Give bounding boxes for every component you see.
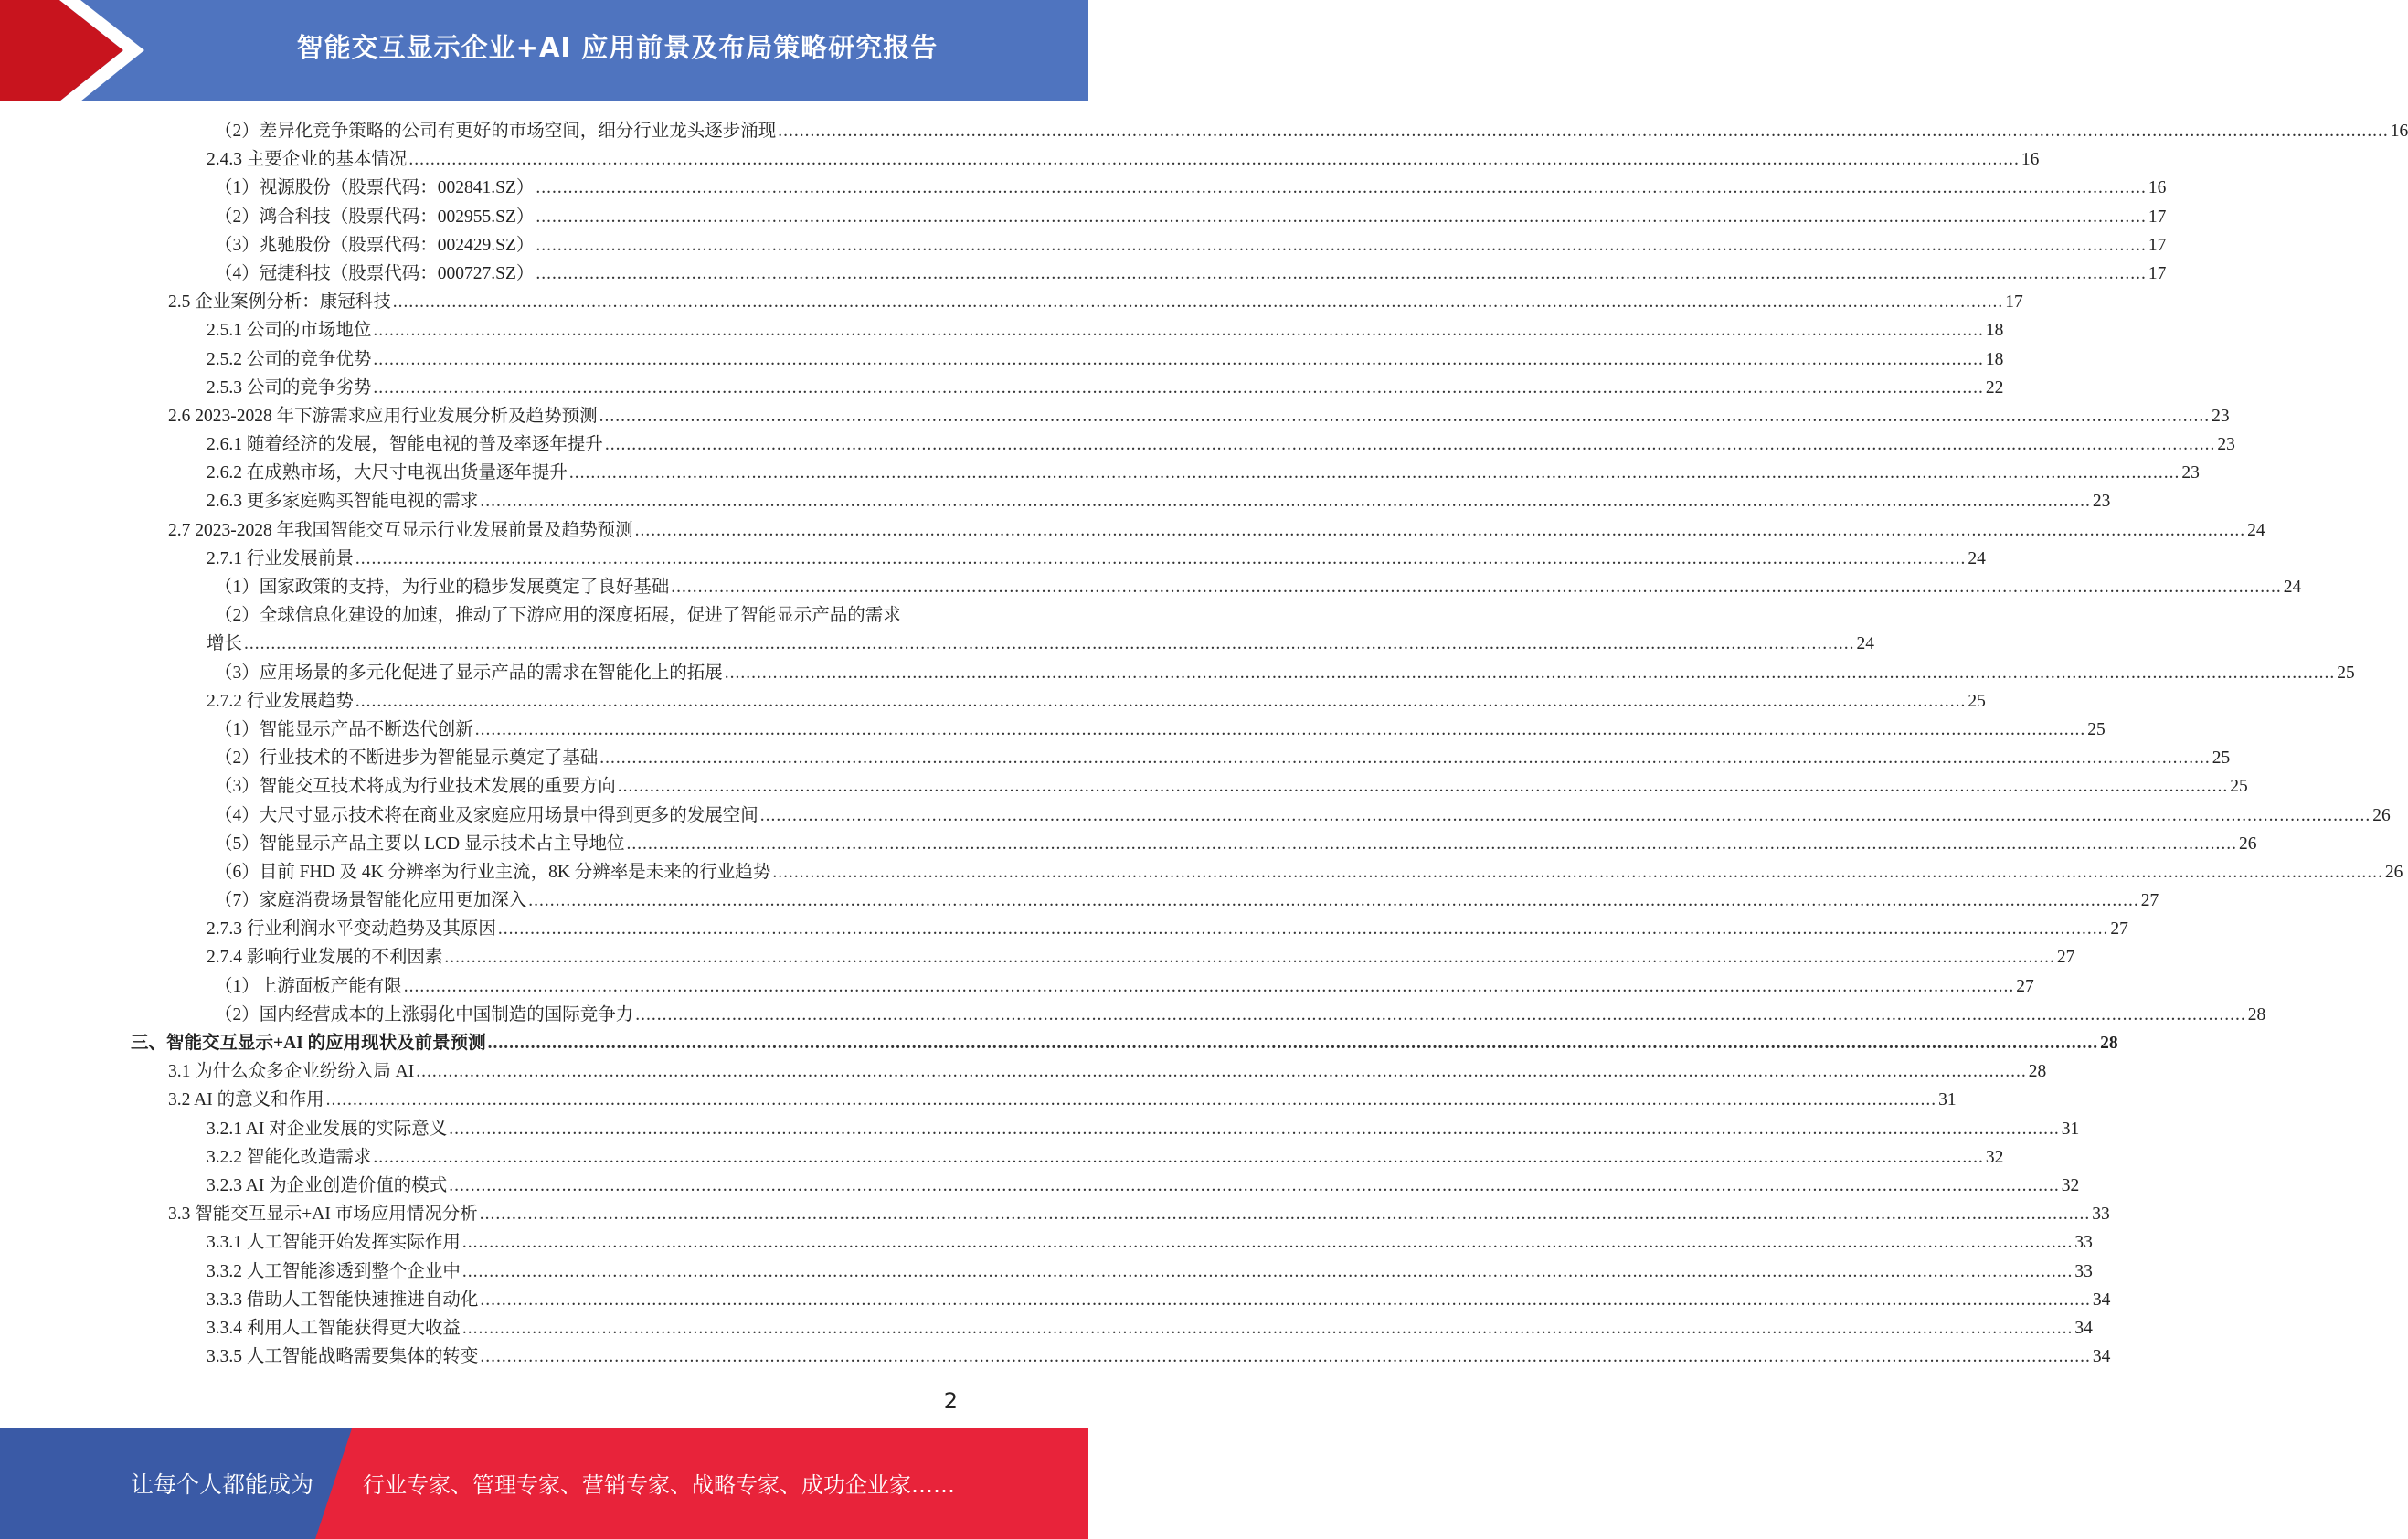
toc-dot-leader: ............................................................................................................................................................................................................................................................................................................ — [487, 1034, 2099, 1053]
toc-entry-page: 33 — [2092, 1205, 2110, 1225]
toc-entry[interactable] — [0, 545, 1986, 573]
toc-entry-page: 25 — [2337, 663, 2355, 683]
toc-dot-leader: ............................................................................................................................................................................................................................................................................................................ — [635, 1004, 2246, 1024]
toc-entry[interactable] — [0, 288, 2023, 316]
toc-entry[interactable] — [0, 516, 2265, 545]
toc-entry[interactable] — [0, 1228, 2093, 1257]
toc-entry-label: （4）冠捷科技（股票代码：000727.SZ） — [215, 263, 535, 283]
toc-entry[interactable] — [0, 744, 2231, 772]
toc-entry-page: 34 — [2074, 1318, 2093, 1338]
toc-dot-leader: ............................................................................................................................................................................................................................................................................................................ — [497, 919, 2109, 939]
footer-slogan-left: 让每个人都能成为 — [131, 1471, 314, 1498]
toc-entry[interactable] — [0, 830, 2257, 858]
toc-entry-page: 24 — [2247, 520, 2265, 540]
report-title: 智能交互显示企业+AI 应用前景及布局策略研究报告 — [296, 32, 939, 63]
toc-dot-leader: ............................................................................................................................................................................................................................................................................................................ — [724, 663, 2336, 683]
toc-entry-page: 26 — [2384, 862, 2403, 882]
toc-entry-page: 17 — [2005, 292, 2023, 313]
toc-entry-page: 33 — [2074, 1261, 2093, 1281]
toc-dot-leader: ............................................................................................................................................................................................................................................................................................................ — [461, 1233, 2074, 1253]
toc-dot-leader: ............................................................................................................................................................................................................................................................................................................ — [536, 207, 2147, 227]
toc-entry-page: 33 — [2074, 1233, 2093, 1253]
toc-dot-leader: ............................................................................................................................................................................................................................................................................................................ — [568, 463, 2180, 483]
toc-entry-label: （1）上游面板产能有限 — [215, 976, 402, 996]
toc-dot-leader: ............................................................................................................................................................................................................................................................................................................ — [626, 833, 2238, 854]
toc-entry-page: 26 — [2372, 805, 2391, 825]
toc-entry-label: （2）全球信息化建设的加速，推动了下游应用的深度拓展，促进了智能显示产品的需求 — [215, 606, 901, 626]
toc-entry[interactable] — [0, 573, 2302, 601]
toc-entry-label: （1）智能显示产品不断迭代创新 — [215, 719, 473, 739]
toc-entry[interactable] — [0, 1343, 2111, 1371]
toc-entry-label: （4）大尺寸显示技术将在商业及家庭应用场景中得到更多的发展空间 — [215, 805, 758, 825]
toc-entry[interactable] — [0, 659, 2355, 687]
toc-entry-page: 17 — [2148, 207, 2167, 227]
toc-dot-leader: ............................................................................................................................................................................................................................................................................................................ — [480, 1347, 2091, 1367]
toc-entry-page: 23 — [2217, 435, 2235, 455]
toc-entry-label: （2）国内经营成本的上涨弱化中国制造的国际竞争力 — [215, 1004, 634, 1024]
toc-entry[interactable] — [0, 145, 2040, 174]
toc-entry-page: 23 — [2181, 463, 2200, 483]
toc-dot-leader: ............................................................................................................................................................................................................................................................................................................ — [480, 1290, 2091, 1310]
toc-entry-page: 32 — [2061, 1175, 2080, 1195]
toc-entry[interactable] — [0, 716, 2106, 744]
toc-entry[interactable] — [0, 601, 1088, 630]
toc-entry-page: 16 — [2390, 122, 2408, 141]
toc-entry-page: 25 — [2212, 748, 2231, 769]
toc-entry[interactable] — [0, 1200, 2110, 1228]
table-of-contents — [0, 117, 2408, 1371]
toc-entry-label: （7）家庭消费场景智能化应用更加深入 — [215, 891, 527, 911]
toc-entry-label: （3）智能交互技术将成为行业技术发展的重要方向 — [215, 777, 616, 797]
toc-entry-label: 三、智能交互显示+AI 的应用现状及前景预测 — [131, 1034, 486, 1053]
toc-entry[interactable] — [0, 972, 2034, 1001]
toc-entry-label: 3.3.5 人工智能战略需要集体的转变 — [207, 1347, 479, 1367]
toc-dot-leader: ............................................................................................................................................................................................................................................................................................................ — [373, 377, 1984, 398]
toc-entry[interactable] — [0, 858, 2403, 886]
toc-entry-page: 27 — [2016, 976, 2034, 996]
report-header — [0, 0, 1088, 101]
toc-dot-leader: ............................................................................................................................................................................................................................................................................................................ — [599, 406, 2211, 426]
toc-entry-page: 17 — [2148, 235, 2167, 255]
toc-entry-page: 24 — [1968, 548, 1986, 568]
toc-dot-leader: ............................................................................................................................................................................................................................................................................................................ — [392, 292, 2004, 313]
toc-entry-page: 24 — [1856, 634, 1875, 654]
toc-dot-leader: ............................................................................................................................................................................................................................................................................................................ — [373, 1147, 1984, 1167]
toc-dot-leader: ............................................................................................................................................................................................................................................................................................................ — [416, 1062, 2027, 1082]
toc-dot-leader: ............................................................................................................................................................................................................................................................................................................ — [480, 492, 2091, 512]
toc-dot-leader: ............................................................................................................................................................................................................................................................................................................ — [599, 748, 2211, 769]
toc-entry[interactable] — [0, 117, 2408, 145]
toc-entry-page: 31 — [2061, 1119, 2080, 1139]
toc-entry[interactable] — [0, 772, 2248, 801]
toc-dot-leader: ............................................................................................................................................................................................................................................................................................................ — [536, 178, 2147, 198]
toc-entry-page: 17 — [2148, 263, 2167, 283]
toc-entry-label: 2.7.4 影响行业发展的不利因素 — [207, 948, 443, 968]
toc-entry[interactable] — [0, 1172, 2080, 1200]
toc-entry-label: （3）应用场景的多元化促进了显示产品的需求在智能化上的拓展 — [215, 663, 723, 683]
toc-dot-leader: ............................................................................................................................................................................................................................................................................................................ — [449, 1119, 2060, 1139]
toc-entry-label: 3.3.2 人工智能渗透到整个企业中 — [207, 1261, 461, 1281]
toc-entry-label: 2.7 2023-2028 年我国智能交互显示行业发展前景及趋势预测 — [168, 520, 633, 540]
toc-entry[interactable] — [0, 1314, 2093, 1343]
toc-dot-leader: ............................................................................................................................................................................................................................................................................................................ — [373, 349, 1984, 369]
toc-dot-leader: ............................................................................................................................................................................................................................................................................................................ — [444, 948, 2055, 968]
toc-entry-label: 2.6 2023-2028 年下游需求应用行业发展分析及趋势预测 — [168, 406, 598, 426]
toc-entry-page: 18 — [1985, 349, 2004, 369]
toc-entry[interactable] — [0, 915, 2128, 943]
page-footer — [0, 1428, 1088, 1539]
toc-entry-label: 2.7.2 行业发展趋势 — [207, 691, 354, 711]
toc-entry-page: 31 — [1938, 1090, 1957, 1110]
toc-entry[interactable] — [0, 459, 2200, 487]
toc-entry-page: 28 — [2100, 1034, 2118, 1053]
toc-entry[interactable] — [0, 1286, 2111, 1314]
toc-entry[interactable] — [0, 374, 2004, 402]
toc-entry-label: 3.2.3 AI 为企业创造价值的模式 — [207, 1175, 448, 1195]
toc-entry-label: 3.3 智能交互显示+AI 市场应用情况分析 — [168, 1205, 478, 1225]
toc-entry-label: （3）兆驰股份（股票代码：002429.SZ） — [215, 235, 535, 255]
toc-entry[interactable] — [0, 430, 2235, 459]
toc-entry[interactable] — [0, 345, 2004, 374]
toc-entry-page: 25 — [2230, 777, 2248, 797]
toc-dot-leader: ............................................................................................................................................................................................................................................................................................................ — [355, 691, 1967, 711]
toc-dot-leader: ............................................................................................................................................................................................................................................................................................................ — [449, 1175, 2060, 1195]
toc-dot-leader: ............................................................................................................................................................................................................................................................................................................ — [461, 1261, 2074, 1281]
toc-entry-label: 3.2 AI 的意义和作用 — [168, 1090, 324, 1110]
toc-entry-page: 22 — [1985, 377, 2004, 398]
toc-entry-label: （6）目前 FHD 及 4K 分辨率为行业主流，8K 分辨率是未来的行业趋势 — [215, 862, 771, 882]
toc-entry-page: 16 — [2148, 178, 2167, 198]
toc-entry[interactable] — [0, 1143, 2004, 1172]
toc-entry-label: 3.3.1 人工智能开始发挥实际作用 — [207, 1233, 461, 1253]
toc-entry[interactable] — [0, 1258, 2093, 1286]
toc-entry-label: 2.5 企业案例分析：康冠科技 — [168, 292, 391, 313]
toc-dot-leader: ............................................................................................................................................................................................................................................................................................................ — [634, 520, 2246, 540]
toc-dot-leader: ............................................................................................................................................................................................................................................................................................................ — [536, 235, 2147, 255]
toc-entry-label: 增长 — [207, 634, 243, 654]
toc-entry[interactable] — [0, 487, 2111, 515]
toc-entry-label: （1）视源股份（股票代码：002841.SZ） — [215, 178, 535, 198]
toc-dot-leader: ............................................................................................................................................................................................................................................................................................................ — [778, 122, 2389, 141]
toc-entry-label: 3.3.4 利用人工智能获得更大收益 — [207, 1318, 461, 1338]
toc-dot-leader: ............................................................................................................................................................................................................................................................................................................ — [355, 548, 1967, 568]
toc-dot-leader: ............................................................................................................................................................................................................................................................................................................ — [474, 719, 2086, 739]
toc-entry[interactable] — [0, 801, 2391, 830]
toc-entry-page: 23 — [2092, 492, 2111, 512]
toc-entry[interactable] — [0, 316, 2004, 345]
toc-dot-leader: ............................................................................................................................................................................................................................................................................................................ — [408, 150, 2020, 170]
toc-entry-page: 34 — [2092, 1290, 2111, 1310]
toc-entry[interactable] — [0, 630, 1875, 658]
toc-entry-label: （1）国家政策的支持，为行业的稳步发展奠定了良好基础 — [215, 578, 670, 597]
toc-entry-label: （2）鸿合科技（股票代码：002955.SZ） — [215, 207, 535, 227]
toc-dot-leader: ............................................................................................................................................................................................................................................................................................................ — [373, 321, 1984, 341]
toc-dot-leader: ............................................................................................................................................................................................................................................................................................................ — [671, 578, 2282, 597]
toc-entry-page: 26 — [2239, 833, 2257, 854]
toc-entry-page: 23 — [2212, 406, 2230, 426]
toc-entry-label: 2.4.3 主要企业的基本情况 — [207, 150, 408, 170]
toc-entry-page: 27 — [2140, 891, 2159, 911]
toc-entry-page: 18 — [1985, 321, 2004, 341]
toc-entry[interactable] — [0, 1086, 1957, 1114]
toc-entry[interactable] — [0, 687, 1986, 716]
toc-entry-page: 28 — [2028, 1062, 2047, 1082]
toc-entry-label: （2）差异化竞争策略的公司有更好的市场空间，细分行业龙头逐步涌现 — [215, 122, 777, 141]
toc-entry-page: 28 — [2247, 1004, 2266, 1024]
toc-entry[interactable] — [0, 1001, 2266, 1029]
toc-dot-leader: ............................................................................................................................................................................................................................................................................................................ — [528, 891, 2139, 911]
toc-entry[interactable] — [0, 231, 2167, 260]
toc-entry-label: 2.7.3 行业利润水平变动趋势及其原因 — [207, 919, 496, 939]
toc-entry-label: 2.5.3 公司的竞争劣势 — [207, 377, 372, 398]
toc-entry-label: 3.1 为什么众多企业纷纷入局 AI — [168, 1062, 415, 1082]
toc-entry[interactable] — [0, 886, 2159, 915]
toc-entry-label: 2.5.1 公司的市场地位 — [207, 321, 372, 341]
toc-entry[interactable] — [0, 402, 2230, 430]
toc-entry[interactable] — [0, 1029, 2118, 1057]
toc-entry-label: 2.5.2 公司的竞争优势 — [207, 349, 372, 369]
toc-dot-leader: ............................................................................................................................................................................................................................................................................................................ — [604, 435, 2216, 455]
toc-dot-leader: ............................................................................................................................................................................................................................................................................................................ — [479, 1205, 2091, 1225]
toc-dot-leader: ............................................................................................................................................................................................................................................................................................................ — [461, 1318, 2074, 1338]
toc-entry[interactable] — [0, 1115, 2080, 1143]
toc-entry-label: 2.6.3 更多家庭购买智能电视的需求 — [207, 492, 479, 512]
toc-entry-page: 24 — [2283, 578, 2302, 597]
toc-dot-leader: ............................................................................................................................................................................................................................................................................................................ — [759, 805, 2371, 825]
toc-entry-label: （2）行业技术的不断进步为智能显示奠定了基础 — [215, 748, 599, 769]
toc-entry[interactable] — [0, 1057, 2047, 1086]
toc-entry-label: 3.2.1 AI 对企业发展的实际意义 — [207, 1119, 448, 1139]
toc-dot-leader: ............................................................................................................................................................................................................................................................................................................ — [536, 263, 2147, 283]
toc-entry[interactable] — [0, 174, 2167, 202]
toc-dot-leader: ............................................................................................................................................................................................................................................................................................................ — [617, 777, 2229, 797]
toc-entry-label: 2.7.1 行业发展前景 — [207, 548, 354, 568]
toc-dot-leader: ............................................................................................................................................................................................................................................................................................................ — [772, 862, 2383, 882]
toc-entry-page: 27 — [2056, 948, 2075, 968]
toc-entry-page: 25 — [2087, 719, 2106, 739]
toc-dot-leader: ............................................................................................................................................................................................................................................................................................................ — [244, 634, 1855, 654]
toc-entry[interactable] — [0, 203, 2167, 231]
toc-entry[interactable] — [0, 943, 2075, 971]
toc-entry-label: 3.2.2 智能化改造需求 — [207, 1147, 372, 1167]
toc-entry-label: 3.3.3 借助人工智能快速推进自动化 — [207, 1290, 479, 1310]
toc-entry-page: 16 — [2021, 150, 2040, 170]
page-number: 2 — [943, 1388, 958, 1414]
toc-entry-page: 25 — [1968, 691, 1986, 711]
toc-entry-label: 2.6.1 随着经济的发展，智能电视的普及率逐年提升 — [207, 435, 603, 455]
toc-entry-label: 2.6.2 在成熟市场，大尺寸电视出货量逐年提升 — [207, 463, 568, 483]
toc-entry[interactable] — [0, 260, 2167, 288]
toc-entry-label: （5）智能显示产品主要以 LCD 显示技术占主导地位 — [215, 833, 625, 854]
toc-dot-leader: ............................................................................................................................................................................................................................................................................................................ — [325, 1090, 1937, 1110]
toc-dot-leader: ............................................................................................................................................................................................................................................................................................................ — [403, 976, 2015, 996]
footer-slogan-right: 行业专家、管理专家、营销专家、战略专家、成功企业家…… — [363, 1472, 955, 1498]
toc-entry-page: 32 — [1985, 1147, 2004, 1167]
toc-entry-page: 27 — [2110, 919, 2128, 939]
toc-entry-page: 34 — [2092, 1347, 2111, 1367]
